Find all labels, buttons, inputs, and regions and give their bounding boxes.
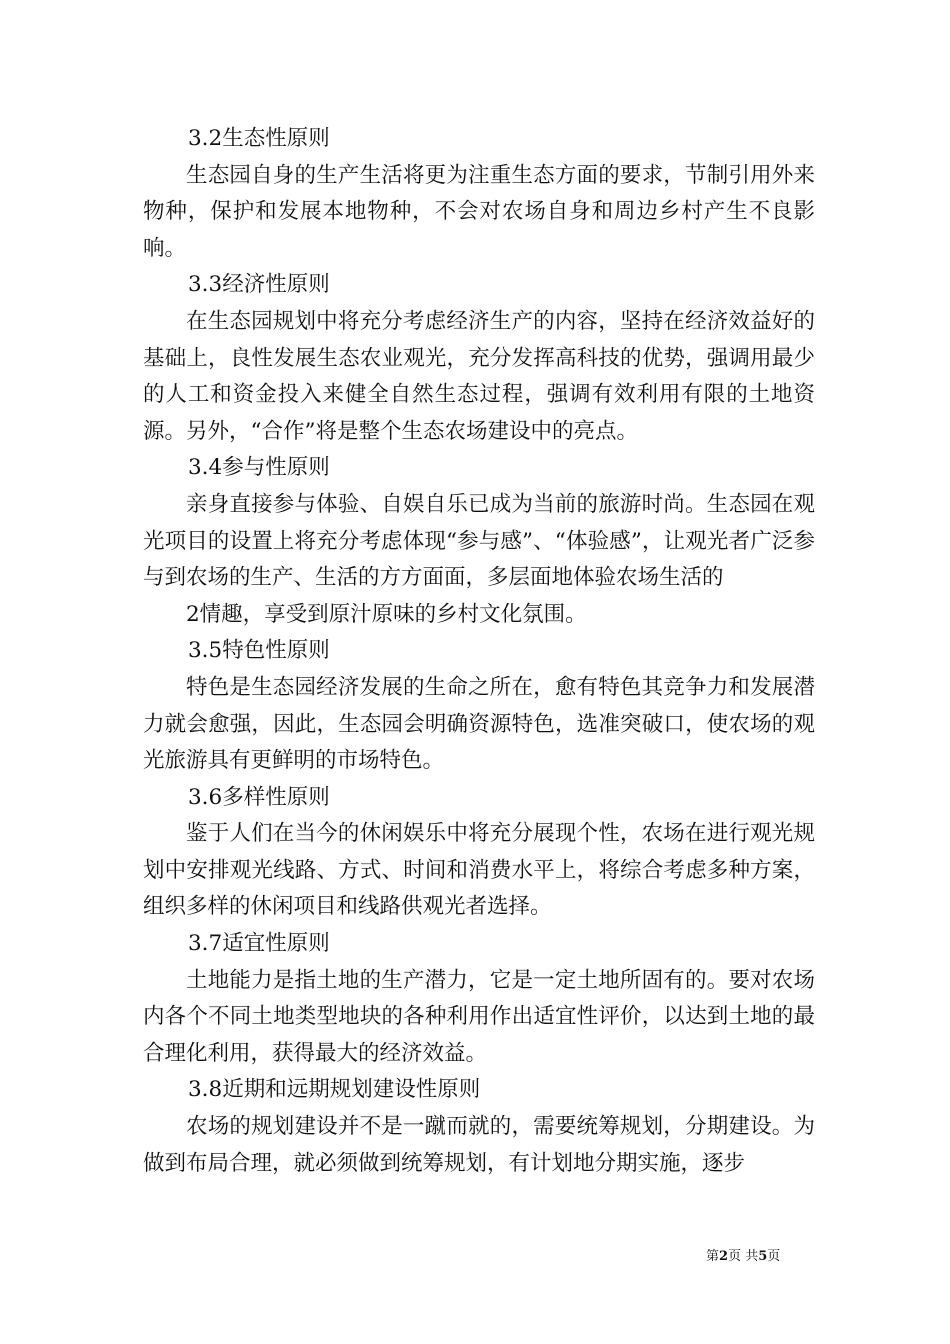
section-paragraph: 鉴于人们在当今的休闲娱乐中将充分展现个性，农场在进行观光规划中安排观光线路、方式、时间和消费水平上，将综合考虑多种方案，组织多样的休闲项目和线路供观光者选择。 — [143, 821, 815, 920]
section-heading: 3.6多样性原则 — [188, 784, 330, 810]
section-paragraph: 农场的规划建设并不是一蹴而就的，需要统筹规划，分期建设。为做到布局合理，就必须做到统筹规划，有计划地分期实施，逐步 — [143, 1114, 815, 1176]
section-heading: 3.5特色性原则 — [188, 638, 330, 664]
section-paragraph: 土地能力是指土地的生产潜力，它是一定土地所固有的。要对农场内各个不同土地类型地块的各种利用作出适宜性评价，以达到土地的最合理化利用，获得最大的经济效益。 — [143, 967, 815, 1066]
section-heading: 3.4参与性原则 — [188, 455, 330, 481]
section-paragraph: 在生态园规划中将充分考虑经济生产的内容，坚持在经济效益好的基础上，良性发展生态农业观光，充分发挥高科技的优势，强调用最少的人工和资金投入来健全自然生态过程，强调有效利用有限的土地资源。另外，“合作”将是整个生态农场建设中的亮点。 — [143, 308, 815, 444]
footer-current-page: 2 — [719, 1249, 729, 1264]
section-paragraph: 特色是生态园经济发展的生命之所在，愈有特色其竞争力和发展潜力就会愈强，因此，生态园会明确资源特色，选准突破口，使农场的观光旅游具有更鲜明的市场特色。 — [143, 674, 815, 774]
footer-total-pages: 5 — [758, 1249, 768, 1264]
footer-suffix: 页 — [767, 1249, 781, 1264]
section-heading: 3.3经济性原则 — [188, 272, 330, 298]
footer-prefix: 第 — [706, 1249, 720, 1264]
page-footer — [706, 1248, 780, 1266]
section-heading: 3.8近期和远期规划建设性原则 — [188, 1077, 481, 1103]
document-body — [143, 121, 815, 1182]
section-heading: 3.2生态性原则 — [188, 126, 330, 151]
section-paragraph: 生态园自身的生产生活将更为注重生态方面的要求，节制引用外来物种，保护和发展本地物种，不会对农场自身和周边乡村产生不良影响。 — [143, 162, 815, 261]
section-paragraph-continuation: 2情趣，享受到原汁原味的乡村文化氛围。 — [186, 601, 587, 627]
footer-middle: 页 共 — [728, 1249, 759, 1264]
section-heading: 3.7适宜性原则 — [188, 931, 330, 957]
section-paragraph: 亲身直接参与体验、自娱自乐已成为当前的旅游时尚。生态园在观光项目的设置上将充分考虑体现“参与感”、“体验感”，让观光者广泛参与到农场的生产、生活的方方面面，多层面地体验农场生活的 — [143, 491, 815, 591]
